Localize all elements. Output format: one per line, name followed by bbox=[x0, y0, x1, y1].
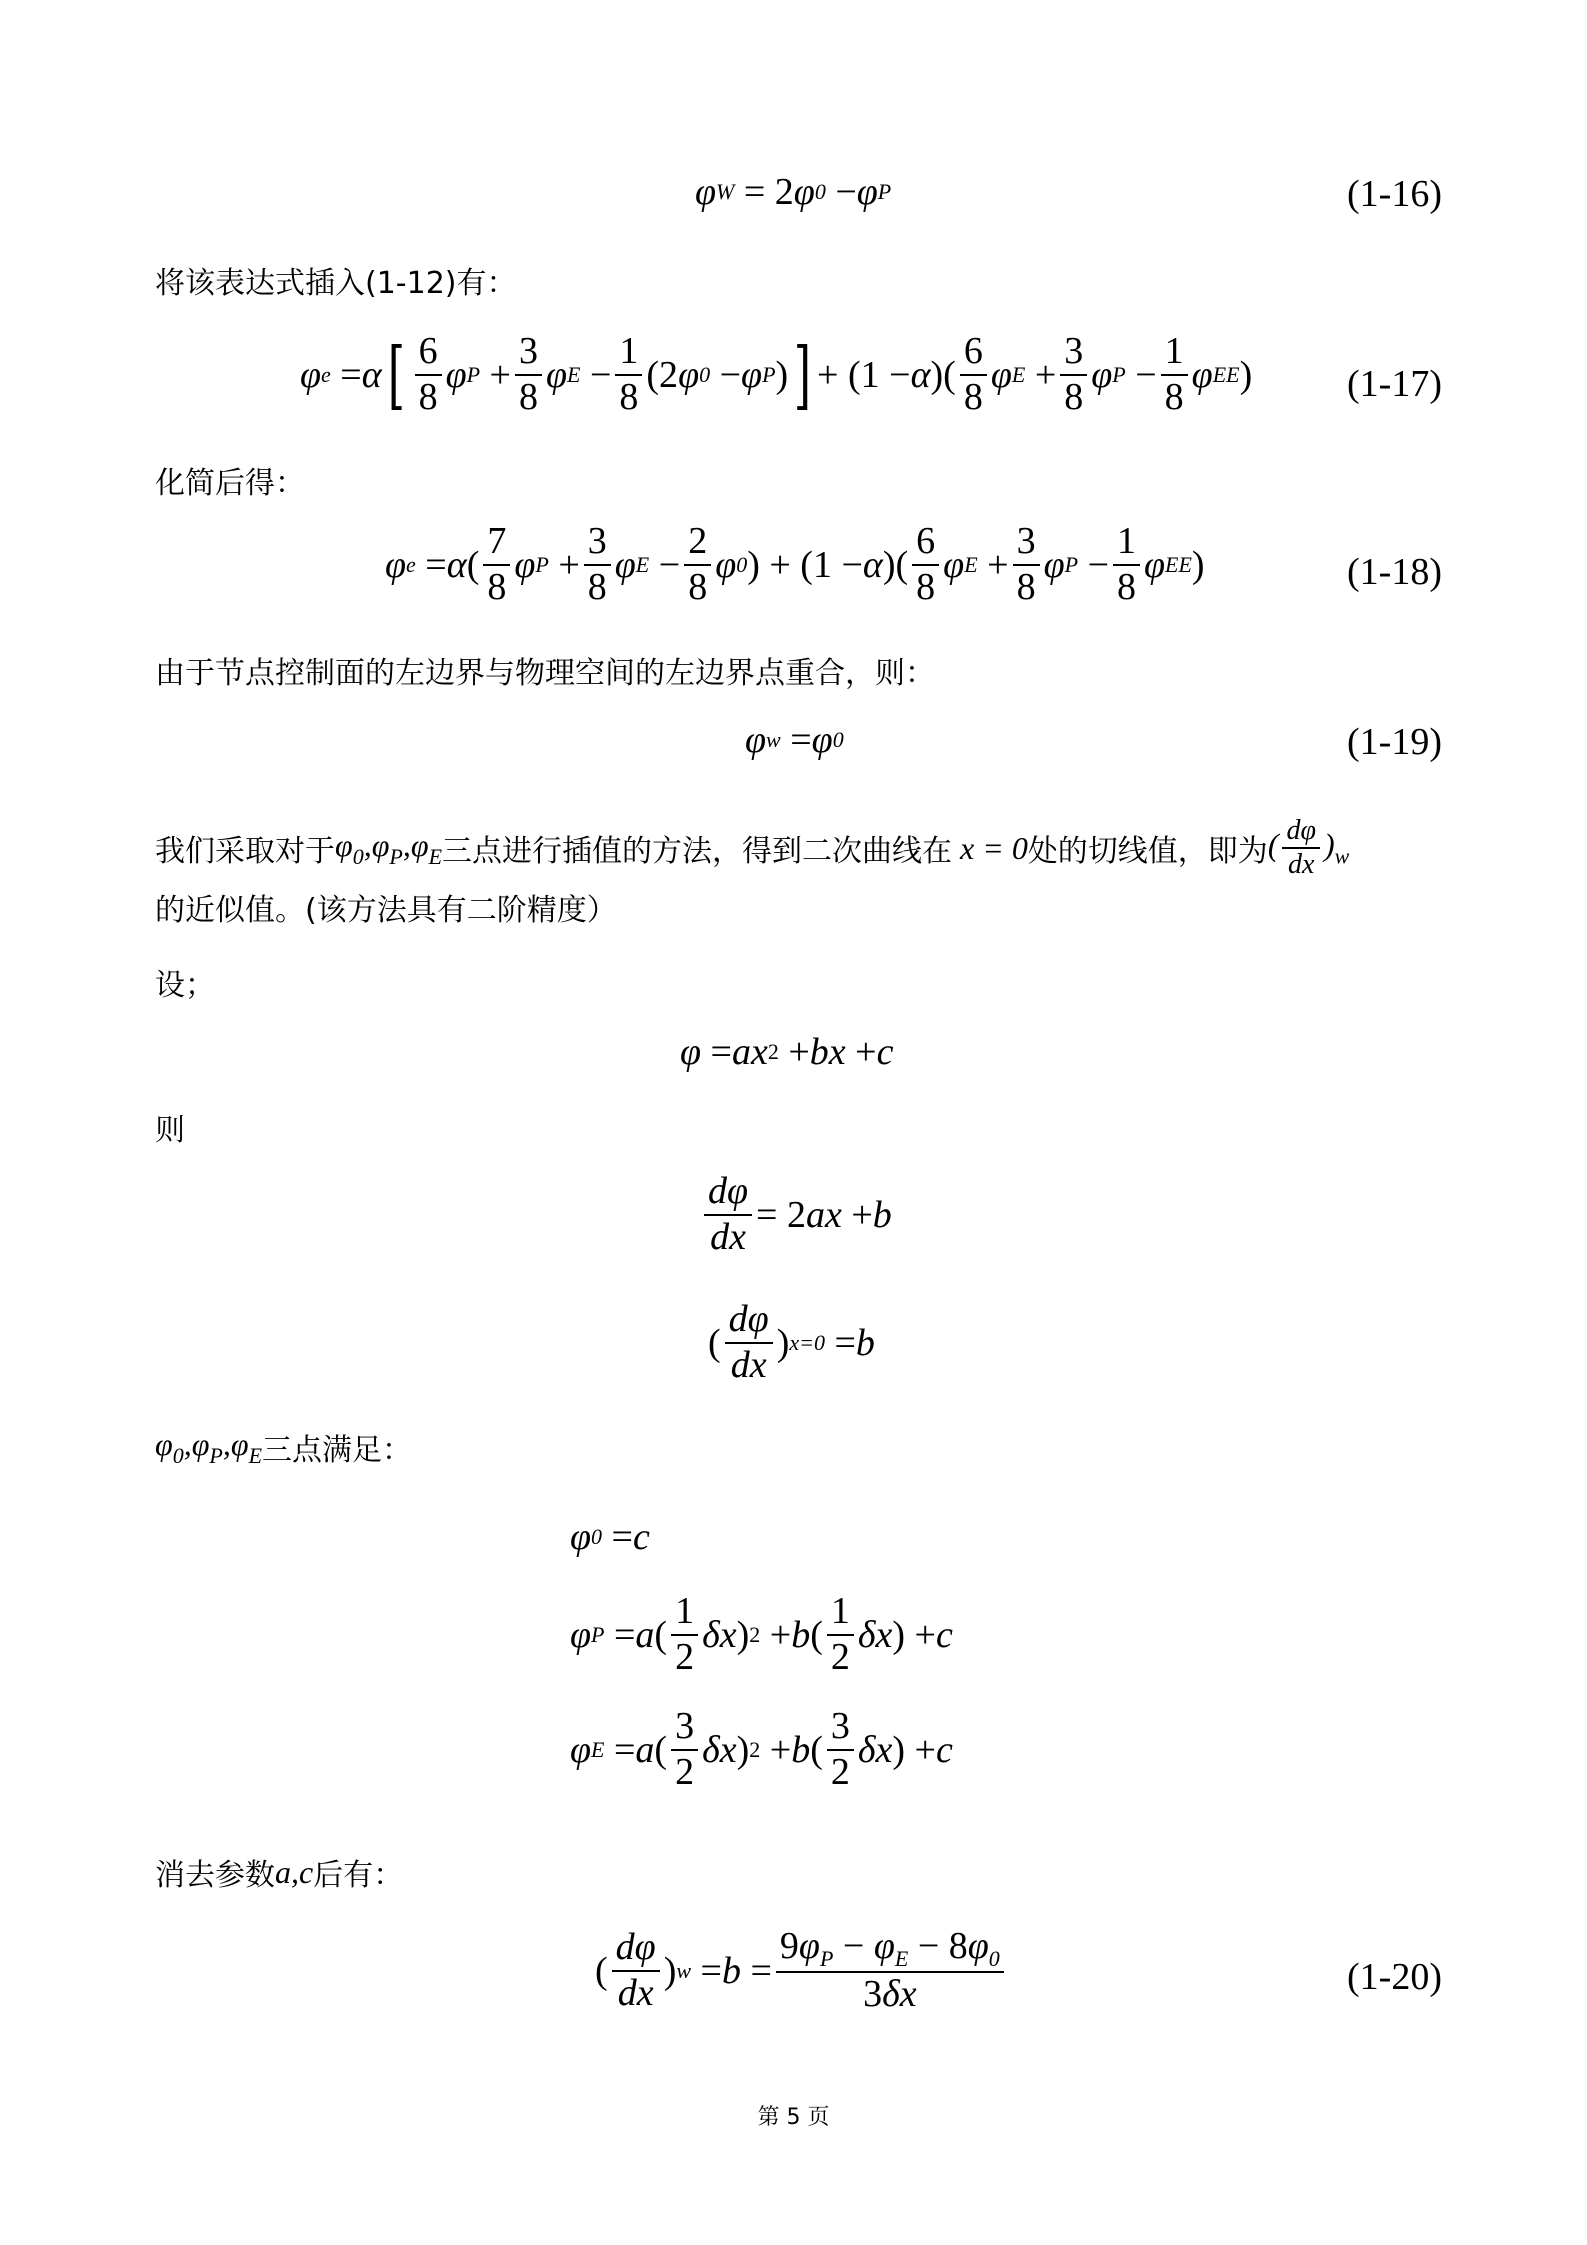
equation-number: (1-17) bbox=[1347, 363, 1442, 405]
paragraph-text: 的近似值。(该方法具有二阶精度） bbox=[155, 893, 617, 928]
equation-number: (1-20) bbox=[1347, 1956, 1442, 1998]
equation-1-20: ( $\frac{d\varphi}{dx}$ ) w = b = $\frac{9\varphi_P - \varphi_E - 8\varphi_0}{3\delta x}$ bbox=[595, 1925, 1008, 2017]
equation-phiE: φ E = a ( $\frac{3}{2}$ δx ) 2 + b ( $\frac{3}{2}$ δx ) + c bbox=[570, 1705, 953, 1793]
equation-number: (1-16) bbox=[1347, 173, 1442, 215]
equation-derivative-at-0: ( $\frac{d\varphi}{dx}$ ) x=0 = b bbox=[708, 1298, 875, 1386]
equation-derivative: $\frac{d\varphi}{dx}$ = 2 ax + b bbox=[700, 1170, 892, 1259]
paragraph-text: 则 bbox=[155, 1113, 185, 1148]
equation-1-18: φ e = α ( $\frac{7}{8}$ φ P + $\frac{3}{8}$ φ E − $\frac{2}{8}$ φ 0 ) + (1 − α )( $\frac{6}{8}$ φ E + $\frac{3}{8}$ φ P − $\frac{1}{8}$ φ EE ) bbox=[385, 520, 1205, 608]
paragraph-text: 将该表达式插入(1-12)有： bbox=[155, 266, 517, 301]
paragraph-text: 由于节点控制面的左边界与物理空间的左边界点重合，则： bbox=[155, 656, 935, 691]
paragraph-text: 化简后得： bbox=[155, 466, 305, 501]
paragraph-text: 我们采取对于 $\varphi_0,\varphi_P,\varphi_E$ 三点进行插值的方法，得到二次曲线在 x = 0 处的切线值，即为 ( $\frac{d\varphi}{dx}$ )$_w$ bbox=[155, 815, 1350, 881]
paragraph-text: 设； bbox=[155, 968, 215, 1003]
paragraph-text: 消去参数 a,c 后有： bbox=[155, 1853, 404, 1893]
page-footer: 第 5 页 bbox=[757, 2105, 830, 2130]
equation-number: (1-18) bbox=[1347, 551, 1442, 593]
equation-quadratic: φ = ax 2 + bx + c bbox=[680, 1031, 894, 1073]
equation-1-19: φ w = φ 0 bbox=[745, 719, 844, 761]
equation-number: (1-19) bbox=[1347, 721, 1442, 763]
equation-phi0: φ 0 = c bbox=[570, 1516, 650, 1558]
equation-1-16: φ W = 2 φ 0 − φ P bbox=[695, 171, 892, 213]
equation-phiP: φ P = a ( $\frac{1}{2}$ δx ) 2 + b ( $\frac{1}{2}$ δx ) + c bbox=[570, 1590, 953, 1678]
equation-1-17: φ e = α [ $\frac{6}{8}$ φ P + $\frac{3}{8}$ φ E − $\frac{1}{8}$ (2 φ 0 − φ P ) ] + (1 − α )( $\frac{6}{8}$ φ E + $\frac{3}{8}$ φ P − $\frac{1}{8}$ φ EE ) bbox=[300, 330, 1253, 418]
paragraph-text: $\varphi_0,\varphi_P,\varphi_E$ 三点满足： bbox=[155, 1425, 413, 1468]
